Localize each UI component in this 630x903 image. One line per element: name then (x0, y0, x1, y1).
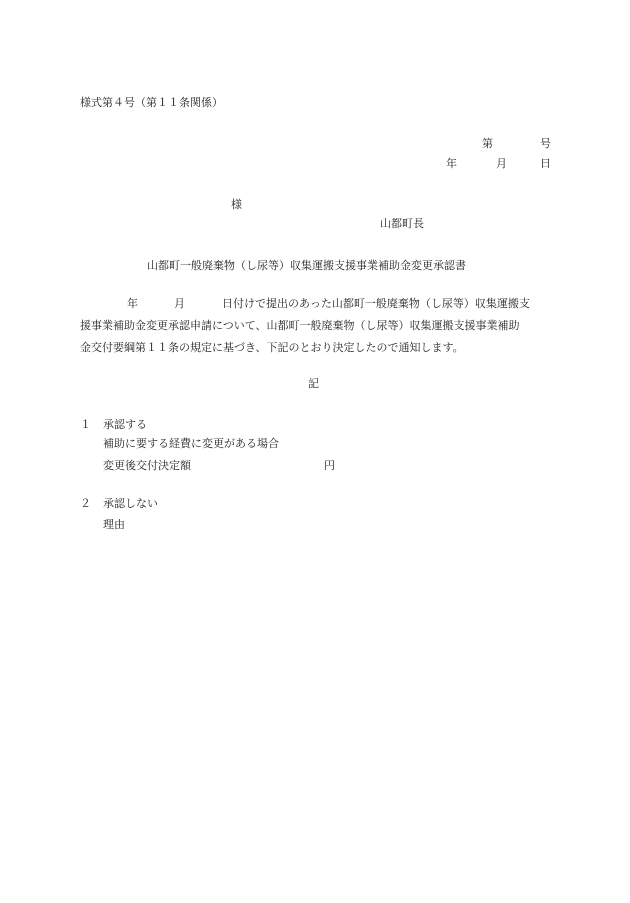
body-year-label: 年 (127, 297, 138, 310)
item-1-number: １ (80, 418, 91, 431)
body-month-label: 月 (174, 297, 185, 310)
ki-heading: 記 (308, 377, 319, 390)
item-1-amount-unit: 円 (324, 459, 335, 472)
date-year-label: 年 (446, 157, 457, 170)
issuer-name: 山都町長 (380, 217, 424, 230)
item-1-condition: 補助に要する経費に変更がある場合 (103, 437, 279, 450)
date-month-label: 月 (496, 157, 507, 170)
date-day-label: 日 (540, 157, 551, 170)
body-line-2: 援事業補助金変更承認申請について、山都町一般廃棄物（し尿等）収集運搬支援事業補助 (80, 319, 520, 332)
document-number-suffix: 号 (540, 137, 551, 150)
item-2-label: 承認しない (103, 497, 158, 510)
form-number: 様式第４号（第１１条関係） (80, 96, 223, 109)
item-2-reason-label: 理由 (103, 518, 125, 531)
body-line-1 (80, 298, 530, 309)
addressee-honorific: 様 (231, 198, 242, 211)
item-1-amount-label: 変更後交付決定額 (103, 459, 191, 472)
document-title: 山都町一般廃棄物（し尿等）収集運搬支援事業補助金変更承認書 (147, 259, 466, 272)
item-1-label: 承認する (103, 418, 147, 431)
body-line-1-text: 日付けで提出のあった山都町一般廃棄物（し尿等）収集運搬支 (222, 297, 530, 310)
item-2-number: ２ (80, 497, 91, 510)
body-line-3: 金交付要綱第１１条の規定に基づき、下記のとおり決定したので通知します。 (80, 341, 464, 354)
document-number-prefix: 第 (482, 137, 493, 150)
